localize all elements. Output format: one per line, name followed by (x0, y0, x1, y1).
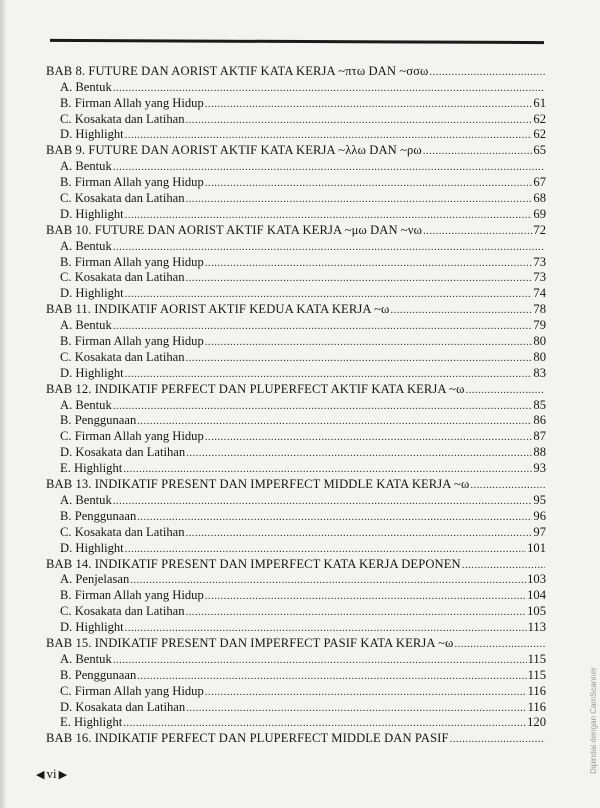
toc-entry-label: D. Highlight (60, 286, 124, 301)
toc-entry-label: D. Highlight (60, 365, 124, 380)
toc-page-number: 68 (533, 191, 546, 206)
page-footer (36, 766, 67, 782)
toc-entry-label: C. Kosakata dan Latihan (60, 111, 185, 126)
toc-page-number: 79 (533, 318, 546, 333)
toc-entry-label: C. Firman Allah yang Hidup (60, 683, 204, 698)
toc-leader-dots (125, 288, 533, 301)
toc-leader-dots (205, 431, 533, 444)
toc-entry-label: B. Firman Allah yang Hidup (60, 95, 204, 110)
toc-page-number: 101 (527, 540, 546, 555)
toc-leader-dots (137, 511, 532, 524)
toc-section-row (46, 587, 546, 603)
toc-page-number: 116 (527, 683, 546, 698)
toc-leader-dots (205, 177, 533, 190)
toc-leader-dots (125, 368, 533, 381)
toc-entry-label: A. Bentuk (60, 159, 112, 174)
triangle-right-icon: ▶ (58, 768, 68, 781)
toc-entry-label: A. Penjelasan (60, 572, 130, 587)
toc-section-row (46, 79, 546, 95)
top-rule (50, 39, 544, 44)
toc-entry-label: A. Bentuk (60, 238, 112, 253)
toc-leader-dots (137, 670, 526, 683)
toc-leader-dots (113, 241, 545, 254)
toc-entry-label: A. Bentuk (60, 651, 112, 666)
toc-section-row (46, 428, 546, 444)
toc-entry-label: C. Firman Allah yang Hidup (60, 429, 204, 444)
toc-leader-dots (113, 161, 545, 174)
toc-section-row (46, 333, 546, 349)
toc-section-row (46, 651, 546, 667)
toc-chapter-row (46, 222, 546, 238)
toc-section-row (46, 524, 546, 540)
toc-section-row (46, 572, 546, 588)
toc-leader-dots (113, 495, 533, 508)
toc-entry-label: BAB 16. INDIKATIF PERFECT DAN PLUPERFECT MIDDLE DAN PASIF (46, 731, 449, 746)
toc-leader-dots (113, 400, 533, 413)
toc-entry-label: D. Kosakata dan Latihan (60, 699, 186, 714)
toc-leader-dots (186, 527, 533, 540)
toc-entry-label: B. Penggunaan (60, 667, 137, 682)
toc-page-number: 97 (533, 524, 546, 539)
toc-entry-label: E. Highlight (60, 461, 123, 476)
toc-page-number: 69 (533, 206, 546, 221)
toc-entry-label: D. Highlight (60, 127, 124, 142)
toc-section-row (46, 413, 546, 429)
toc-entry-label: BAB 10. FUTURE DAN AORIST AKTIF KATA KERJA ~μω DAN ~νω (46, 222, 423, 237)
toc-section-row (46, 206, 546, 222)
toc-leader-dots (125, 129, 533, 142)
toc-entry-label: B. Penggunaan (60, 508, 137, 523)
page-number: vi (46, 766, 57, 781)
toc-leader-dots (113, 82, 545, 95)
toc-entry-label: C. Kosakata dan Latihan (60, 604, 185, 619)
toc-page-number: 74 (533, 286, 546, 301)
scanner-watermark: Dipindai dengan CamScanner (588, 666, 598, 774)
toc-leader-dots (186, 193, 533, 206)
toc-page-number: 96 (533, 508, 546, 523)
toc-page-number: 87 (533, 429, 546, 444)
toc-section-row (46, 238, 546, 254)
toc-section-row (46, 667, 546, 683)
toc-section-row (46, 460, 546, 476)
toc-entry-label: B. Firman Allah yang Hidup (60, 588, 204, 603)
toc-section-row (46, 95, 546, 111)
toc-page-number: 104 (527, 588, 546, 603)
toc-leader-dots (462, 559, 545, 572)
toc-page-number: 67 (533, 175, 546, 190)
toc-page-number: 80 (533, 334, 546, 349)
toc-chapter-row (46, 556, 546, 572)
toc-leader-dots (454, 638, 545, 651)
toc-leader-dots (470, 479, 545, 492)
toc-entry-label: B. Penggunaan (60, 413, 137, 428)
toc-leader-dots (465, 384, 545, 397)
toc-leader-dots (205, 590, 526, 603)
toc-leader-dots (125, 209, 533, 222)
toc-leader-dots (205, 686, 527, 699)
toc-section-row (46, 365, 546, 381)
toc-leader-dots (205, 257, 533, 270)
toc-leader-dots (186, 606, 527, 619)
toc-section-row (46, 174, 546, 190)
toc-section-row (46, 619, 546, 635)
toc-entry-label: C. Kosakata dan Latihan (60, 524, 185, 539)
toc-leader-dots (186, 272, 533, 285)
toc-chapter-row (46, 635, 546, 651)
toc-entry-label: A. Bentuk (60, 318, 112, 333)
toc-entry-label: C. Kosakata dan Latihan (60, 270, 185, 285)
toc-section-row (46, 540, 546, 556)
toc-entry-label: A. Bentuk (60, 79, 112, 94)
toc-page-number: 83 (533, 365, 546, 380)
toc-leader-dots (450, 733, 545, 746)
toc-leader-dots (125, 622, 527, 635)
toc-section-row (46, 111, 546, 127)
toc-entry-label: C. Kosakata dan Latihan (60, 191, 185, 206)
toc-entry-label: BAB 14. INDIKATIF PRESENT DAN IMPERFECT KATA KERJA DEPONEN (46, 556, 461, 571)
toc-leader-dots (125, 543, 526, 556)
toc-section-row (46, 603, 546, 619)
toc-leader-dots (186, 702, 526, 715)
toc-section-row (46, 317, 546, 333)
toc-page-number: 86 (533, 413, 546, 428)
toc-entry-label: C. Kosakata dan Latihan (60, 349, 185, 364)
toc-section-row (46, 492, 546, 508)
toc-page-number: 105 (527, 604, 546, 619)
toc-section-row (46, 397, 546, 413)
toc-page-number: 120 (527, 715, 546, 730)
toc-section-row (46, 444, 546, 460)
toc-section-row (46, 190, 546, 206)
toc-leader-dots (186, 114, 533, 127)
toc-section-row (46, 699, 546, 715)
toc-entry-label: BAB 12. INDIKATIF PERFECT DAN PLUPERFECT AKTIF KATA KERJA ~ω (46, 381, 465, 396)
toc-leader-dots (205, 98, 533, 111)
toc-page-number: 65 (533, 143, 546, 158)
toc-page-number: 61 (533, 95, 546, 110)
toc-page-number: 113 (527, 620, 546, 635)
toc-chapter-row (46, 381, 546, 397)
toc-page-number: 88 (533, 445, 546, 460)
toc-section-row (46, 158, 546, 174)
toc-page-number: 115 (527, 667, 546, 682)
toc-section-row (46, 715, 546, 731)
toc-entry-label: B. Firman Allah yang Hidup (60, 175, 204, 190)
triangle-left-icon: ◀ (36, 768, 45, 781)
toc-section-row (46, 508, 546, 524)
toc-page-number: 73 (533, 254, 546, 269)
scan-edge-shadow (0, 0, 7, 808)
toc-page-number: 80 (533, 349, 546, 364)
toc-chapter-row (46, 301, 546, 317)
toc-leader-dots (429, 66, 545, 79)
toc-entry-label: BAB 8. FUTURE DAN AORIST AKTIF KATA KERJA ~πτω DAN ~σσω (46, 63, 429, 78)
toc-section-row (46, 270, 546, 286)
toc-leader-dots (186, 447, 532, 460)
toc-entry-label: BAB 15. INDIKATIF PRESENT DAN IMPERFECT PASIF KATA KERJA ~ω (46, 635, 454, 650)
toc-section-row (46, 285, 546, 301)
toc-chapter-row (46, 730, 546, 746)
toc-page-number: 72 (533, 222, 546, 237)
toc-entry-label: D. Highlight (60, 206, 124, 221)
toc-entry-label: B. Firman Allah yang Hidup (60, 254, 204, 269)
toc-leader-dots (137, 415, 532, 428)
toc-leader-dots (205, 336, 533, 349)
toc-entry-label: A. Bentuk (60, 492, 112, 507)
toc-section-row (46, 127, 546, 143)
toc-entry-label: A. Bentuk (60, 397, 112, 412)
toc-entry-label: BAB 13. INDIKATIF PRESENT DAN IMPERFECT MIDDLE KATA KERJA ~ω (46, 477, 470, 492)
toc-chapter-row (46, 142, 546, 158)
toc-page-number: 95 (533, 492, 546, 507)
toc-leader-dots (113, 654, 527, 667)
toc-leader-dots (123, 717, 526, 730)
table-of-contents (46, 63, 546, 746)
toc-page-number: 115 (527, 651, 546, 666)
toc-page-number: 85 (533, 397, 546, 412)
toc-entry-label: D. Kosakata dan Latihan (60, 445, 186, 460)
toc-leader-dots (423, 145, 533, 158)
toc-section-row (46, 683, 546, 699)
toc-entry-label: D. Highlight (60, 620, 124, 635)
toc-section-row (46, 349, 546, 365)
toc-chapter-row (46, 476, 546, 492)
toc-section-row (46, 254, 546, 270)
toc-chapter-row (46, 63, 546, 79)
toc-page-number: 78 (533, 302, 546, 317)
toc-page-number: 73 (533, 270, 546, 285)
toc-leader-dots (423, 225, 532, 238)
toc-entry-label: BAB 9. FUTURE DAN AORIST AKTIF KATA KERJA ~λλω DAN ~ρω (46, 143, 422, 158)
toc-leader-dots (186, 352, 533, 365)
toc-leader-dots (130, 574, 526, 587)
toc-entry-label: BAB 11. INDIKATIF AORIST AKTIF KEDUA KATA KERJA ~ω (46, 302, 390, 317)
toc-entry-label: E. Highlight (60, 715, 123, 730)
toc-page-number: 103 (527, 572, 546, 587)
toc-leader-dots (390, 304, 532, 317)
toc-entry-label: D. Highlight (60, 540, 124, 555)
toc-leader-dots (123, 463, 532, 476)
toc-leader-dots (113, 320, 533, 333)
toc-page-number: 116 (527, 699, 546, 714)
toc-page-number: 62 (533, 127, 546, 142)
toc-entry-label: B. Firman Allah yang Hidup (60, 334, 204, 349)
toc-page-number: 93 (533, 461, 546, 476)
toc-page-number: 62 (533, 111, 546, 126)
